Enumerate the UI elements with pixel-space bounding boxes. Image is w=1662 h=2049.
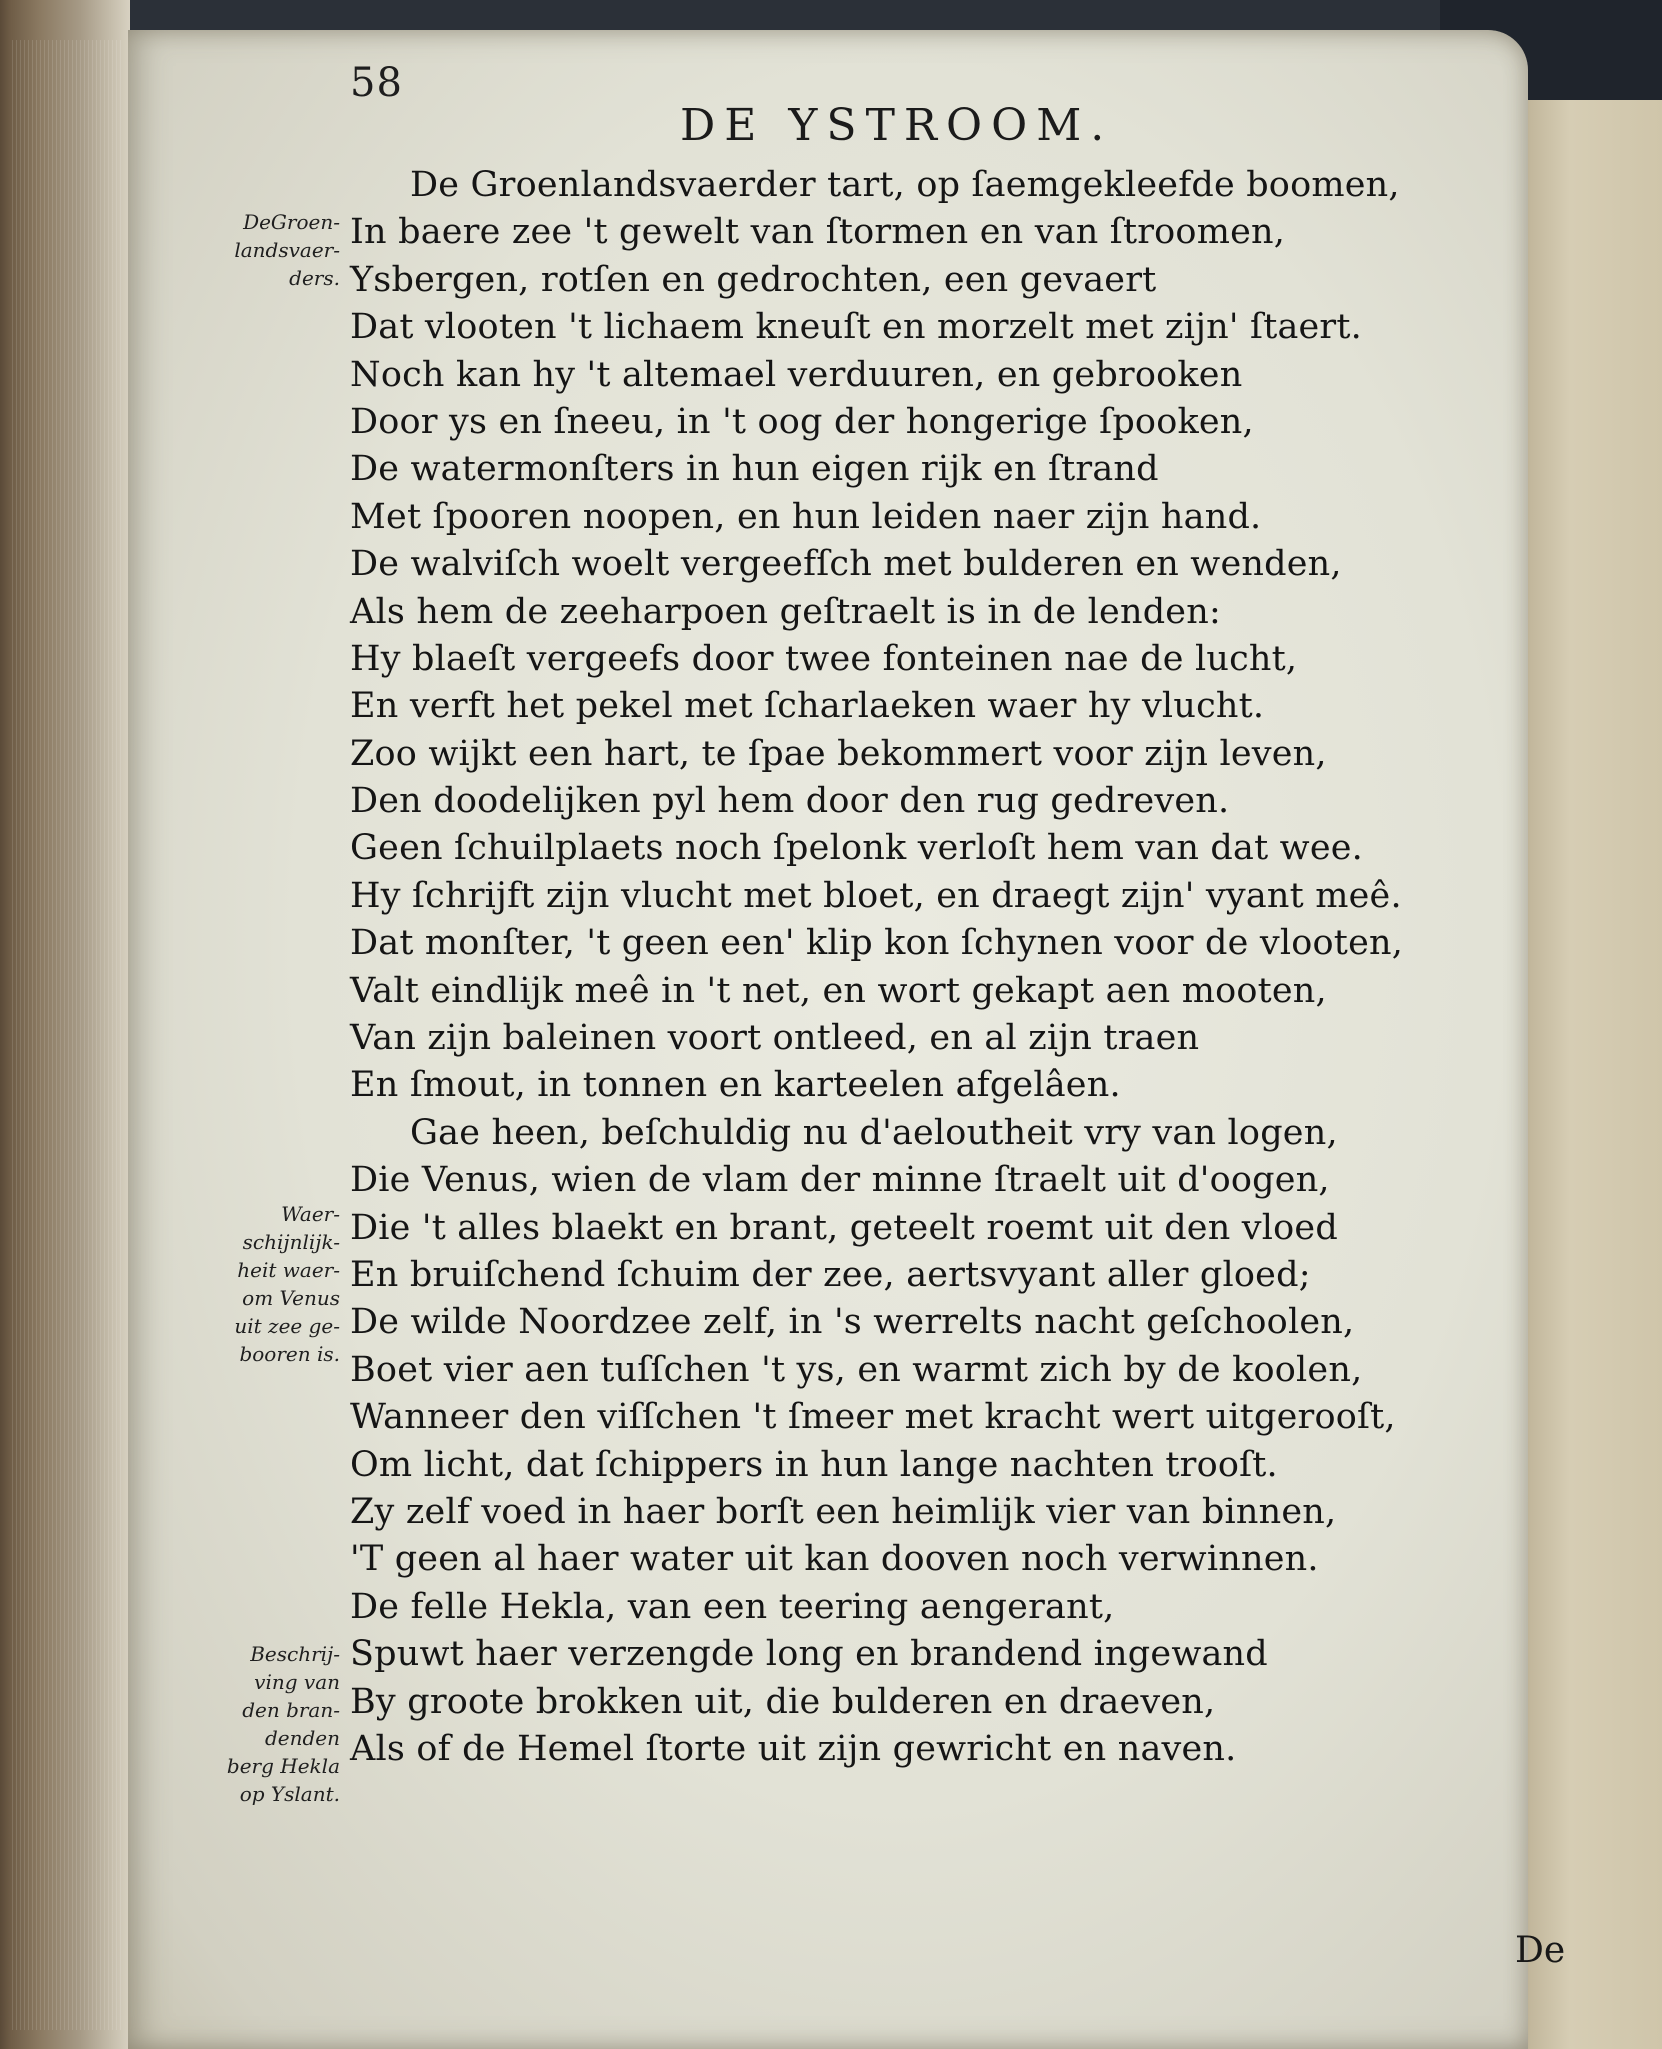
verse-line: En verft het pekel met ſcharlaeken waer hy vlucht.	[350, 686, 1265, 727]
verse-line: Den doodelijken pyl hem door den rug gedreven.	[350, 781, 1230, 822]
verse-line: De Groenlandsvaerder tart, op ſaemgekleefde boomen,	[410, 165, 1400, 205]
page-stack-edge	[0, 0, 130, 2049]
verse-line: Dat monſter, 't geen een' klip kon ſchynen voor de vlooten,	[350, 923, 1404, 964]
verse-line: Spuwt haer verzengde long en brandend ingewand	[350, 1634, 1268, 1675]
verse-line: Door ys en ſneeu, in 't oog der hongerige ſpooken,	[350, 401, 1254, 442]
verse-line: By groote brokken uit, die bulderen en draeven,	[350, 1681, 1216, 1722]
margin-note-line: Beschrij-	[250, 1642, 340, 1666]
verse-line: Noch kan hy 't altemael verduuren, en gebrooken	[350, 354, 1243, 395]
margin-note-line: ving van	[254, 1670, 340, 1694]
margin-note-line: uit zee ge-	[234, 1314, 340, 1338]
verse-line: Die Venus, wien de vlam der minne ſtraelt uit d'oogen,	[350, 1160, 1330, 1201]
verse-line: Boet vier aen tuſſchen 't ys, en warmt zich by de koolen,	[350, 1349, 1363, 1390]
verse-line: De walviſch woelt vergeefſch met bulderen en wenden,	[350, 544, 1342, 585]
margin-note-line: den bran-	[242, 1698, 340, 1722]
margin-note-line: om Venus	[242, 1286, 340, 1310]
verse-line: De watermonſters in hun eigen rijk en ſtrand	[350, 449, 1159, 490]
verse-line: En bruiſchend ſchuim der zee, aertsvyant aller gloed;	[350, 1254, 1311, 1295]
verse-line: Geen ſchuilplaets noch ſpelonk verloſt hem van dat wee.	[350, 828, 1363, 869]
margin-note-line: op Yslant.	[239, 1782, 340, 1806]
verse-line: Zoo wijkt een hart, te ſpae bekommert voor zijn leven,	[350, 733, 1327, 774]
verse-line: 'T geen al haer water uit kan dooven noch verwinnen.	[350, 1539, 1319, 1580]
verse-line: In baere zee 't gewelt van ſtormen en van ſtroomen,	[350, 212, 1286, 253]
verse-line: Met ſpooren noopen, en hun leiden naer zijn hand.	[350, 496, 1262, 537]
margin-note-line: denden	[264, 1726, 340, 1750]
margin-note-venus	[180, 1200, 340, 1368]
verse-line: Ysbergen, rotſen en gedrochten, een gevaert	[350, 259, 1157, 300]
margin-note-line: berg Hekla	[226, 1754, 340, 1778]
verse-line: Zy zelf voed in haer borſt een heimlijk vier van binnen,	[350, 1491, 1337, 1532]
verse-line: Wanneer den viſſchen 't ſmeer met kracht wert uitgerooſt,	[350, 1397, 1396, 1438]
running-head: DE YSTROOM.	[680, 100, 1114, 151]
verse-line: De wilde Noordzee zelf, in 's werrelts nacht geſchoolen,	[350, 1302, 1355, 1343]
verse-line: Valt eindlijk meê in 't net, en wort gekapt aen mooten,	[350, 970, 1327, 1011]
verse-body	[350, 162, 1530, 1773]
margin-note-line: schijnlijk-	[242, 1230, 340, 1254]
verse-line: Die 't alles blaekt en brant, geteelt roemt uit den vloed	[350, 1207, 1338, 1248]
margin-note-line: Waer-	[281, 1202, 340, 1226]
verse-line: Om licht, dat ſchippers in hun lange nachten trooſt.	[350, 1444, 1278, 1485]
margin-note-line: landsvaer-	[234, 238, 340, 262]
margin-note-line: ders.	[289, 266, 340, 290]
page-number: 58	[350, 60, 403, 106]
verse-line: En ſmout, in tonnen en karteelen afgelâen.	[350, 1065, 1121, 1106]
verse-line: Hy ſchrijft zijn vlucht met bloet, en draegt zijn' vyant meê.	[350, 875, 1402, 916]
verse-line: Als hem de zeeharpoen geſtraelt is in de lenden:	[350, 591, 1221, 632]
verse-line: De felle Hekla, van een teering aengerant,	[350, 1586, 1115, 1627]
verse-line: Gae heen, beſchuldig nu d'aeloutheit vry van logen,	[410, 1112, 1338, 1153]
verse-line: Dat vlooten 't lichaem kneuſt en morzelt met zijn' ſtaert.	[350, 307, 1362, 348]
margin-note-hekla	[180, 1640, 340, 1808]
verse-line: Van zijn baleinen voort ontleed, en al zijn traen	[350, 1018, 1200, 1059]
margin-note-line: booren is.	[239, 1342, 340, 1366]
facing-page-edge	[1510, 100, 1662, 2049]
margin-note-line: heit waer-	[237, 1258, 340, 1282]
verse-line: Als of de Hemel ſtorte uit zijn gewricht en naven.	[350, 1728, 1237, 1769]
verse-line: Hy blaeſt vergeefs door twee fonteinen nae de lucht,	[350, 638, 1298, 679]
margin-note-line: DeGroen-	[243, 210, 340, 234]
margin-note-groenlandsvaerders	[190, 208, 340, 292]
page-stack-lines	[12, 40, 122, 2030]
catchword: De	[1515, 1930, 1566, 1971]
